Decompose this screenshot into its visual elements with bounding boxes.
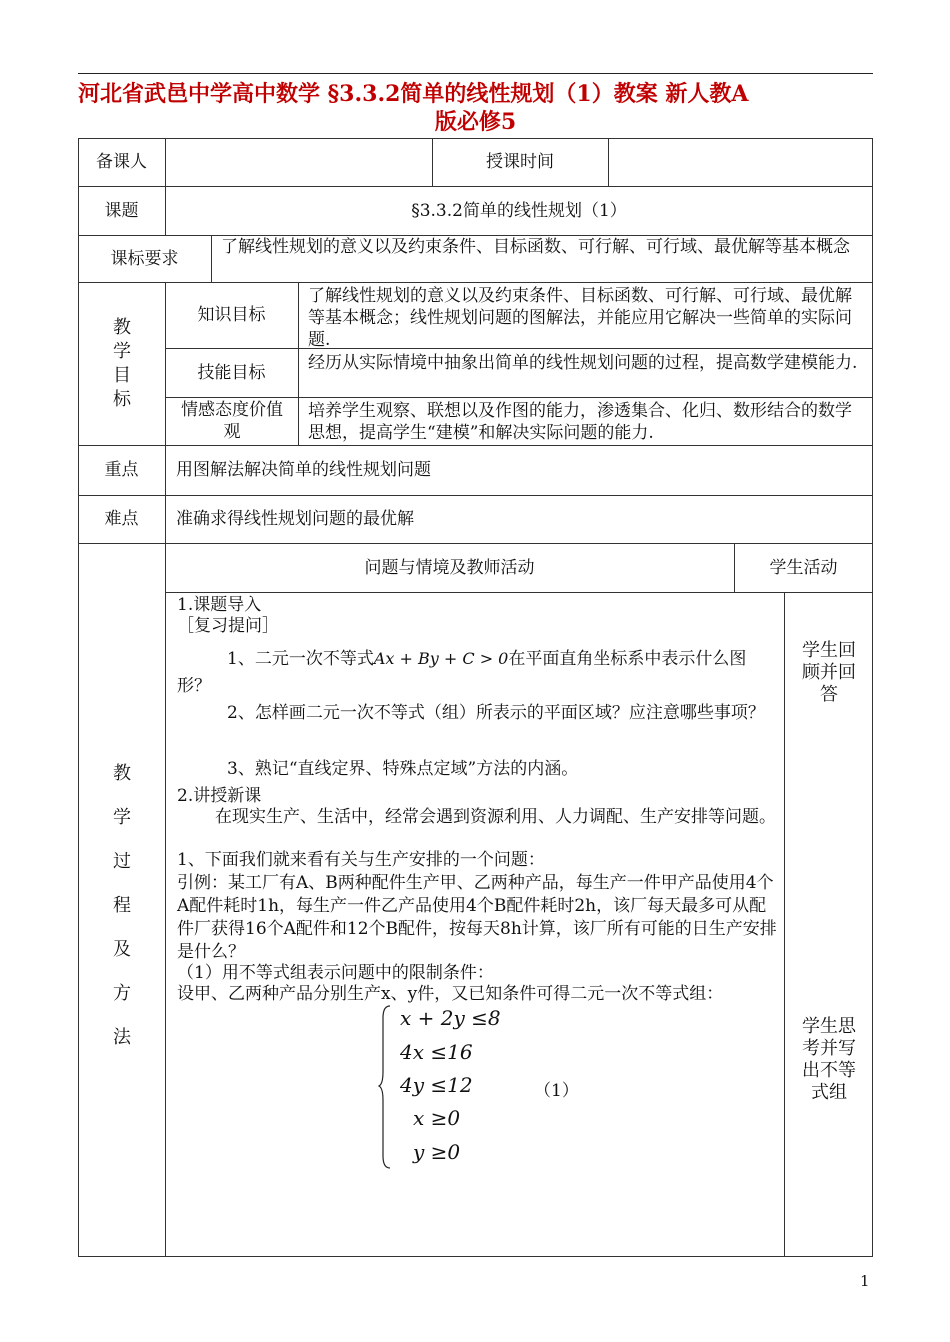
- inequality-1: x + 2y ≤8: [400, 1006, 501, 1030]
- inequality-2: 4x ≤16: [400, 1040, 473, 1064]
- difficulty-label: 难点: [104, 509, 139, 529]
- emotion-label: 情感态度价值观: [181, 400, 283, 442]
- key-point-label: 重点: [104, 460, 139, 480]
- skill-text: 经历从实际情境中抽象出简单的线性规划问题的过程，提高数学建模能力.: [308, 353, 858, 373]
- inequality-5: y ≥0: [413, 1140, 461, 1164]
- question-1: [177, 645, 777, 700]
- q1-suffix: 在平面直角坐标系中表示什么图形？: [177, 649, 747, 696]
- question-3: 3、熟记“直线定界、特殊点定域”方法的内涵。: [227, 759, 579, 779]
- setup-text: 设甲、乙两种产品分别生产x、y件，又已知条件可得二元一次不等式组：: [177, 984, 724, 1004]
- row-divider: [165, 592, 873, 593]
- q1-formula: Ax + By + C > 0: [373, 649, 509, 668]
- time-value: [608, 138, 873, 186]
- document-title: [78, 80, 873, 136]
- section2-lead: 1、下面我们就来看有关与生产安排的一个问题：: [177, 850, 545, 870]
- goals-label: 教学目标: [113, 316, 131, 410]
- preparer-value: [165, 138, 432, 186]
- title-line-2: 版必修5: [434, 109, 517, 135]
- equation-number: （1）: [534, 1081, 579, 1101]
- section2-heading: 2.讲授新课: [177, 786, 262, 806]
- emotion-text: 培养学生观察、联想以及作图的能力，渗透集合、化归、数形结合的数学思想，提高学生“建模”和解决实际问题的能力.: [308, 401, 852, 443]
- standard-text: 了解线性规划的意义以及约束条件、目标函数、可行解、可行域、最优解等基本概念: [221, 237, 850, 257]
- question-2: 2、怎样画二元一次不等式（组）所表示的平面区域？应注意哪些事项？: [227, 703, 765, 723]
- review-label: ［复习提问］: [177, 616, 279, 636]
- knowledge-text: 了解线性规划的意义以及约束条件、目标函数、可行解、可行域、最优解等基本概念；线性规划问题的图解法，并能应用它解决一些简单的实际问题.: [308, 286, 852, 350]
- knowledge-label: 知识目标: [197, 305, 266, 325]
- student-column-header: 学生活动: [769, 557, 838, 578]
- topic-label: 课题: [104, 200, 139, 221]
- example-problem: 引例：某工厂有A、B两种配件生产甲、乙两种产品，每生产一件甲产品使用4个A配件耗时1h，每生产一件乙产品使用4个B配件耗时2h，该厂每天最多可从配件厂获得16个A配件和12个B配件，按每天8h计算，该厂所有可能的日生产安排是什么？: [177, 873, 777, 962]
- student-activity-1: 学生回顾并回答: [802, 640, 856, 705]
- preparer-label: 备课人: [96, 152, 147, 172]
- step-1: （1）用不等式组表示问题中的限制条件：: [177, 963, 494, 983]
- section2-intro: 在现实生产、生活中，经常会遇到资源利用、人力调配、生产安排等问题。: [215, 807, 776, 827]
- col-divider: [784, 592, 785, 1257]
- col-divider: [298, 282, 299, 445]
- inequality-4: x ≥0: [413, 1106, 461, 1130]
- skill-label: 技能目标: [197, 362, 266, 383]
- difficulty-text: 准确求得线性规划问题的最优解: [176, 509, 414, 529]
- title-line-1: 河北省武邑中学高中数学 §3.3.2简单的线性规划（1）教案 新人教A: [78, 81, 749, 107]
- brace-icon: [378, 1004, 392, 1170]
- student-activity-2: 学生思考并写出不等式组: [802, 1016, 856, 1103]
- page-number: 1: [860, 1272, 870, 1290]
- inequality-3: 4y ≤12: [400, 1073, 473, 1097]
- section1-heading: 1.课题导入: [177, 595, 262, 615]
- teacher-column-header: 问题与情境及教师活动: [364, 557, 535, 578]
- q1-prefix: 1、二元一次不等式: [227, 649, 374, 669]
- process-label: 教学过程及方法: [113, 763, 131, 1048]
- time-label: 授课时间: [486, 152, 554, 172]
- header-rule: [78, 73, 873, 74]
- topic-value: §3.3.2简单的线性规划（1）: [411, 200, 627, 221]
- key-point-text: 用图解法解决简单的线性规划问题: [176, 460, 431, 480]
- standard-label: 课标要求: [110, 248, 179, 269]
- col-divider: [211, 235, 212, 282]
- col-divider: [165, 282, 166, 1257]
